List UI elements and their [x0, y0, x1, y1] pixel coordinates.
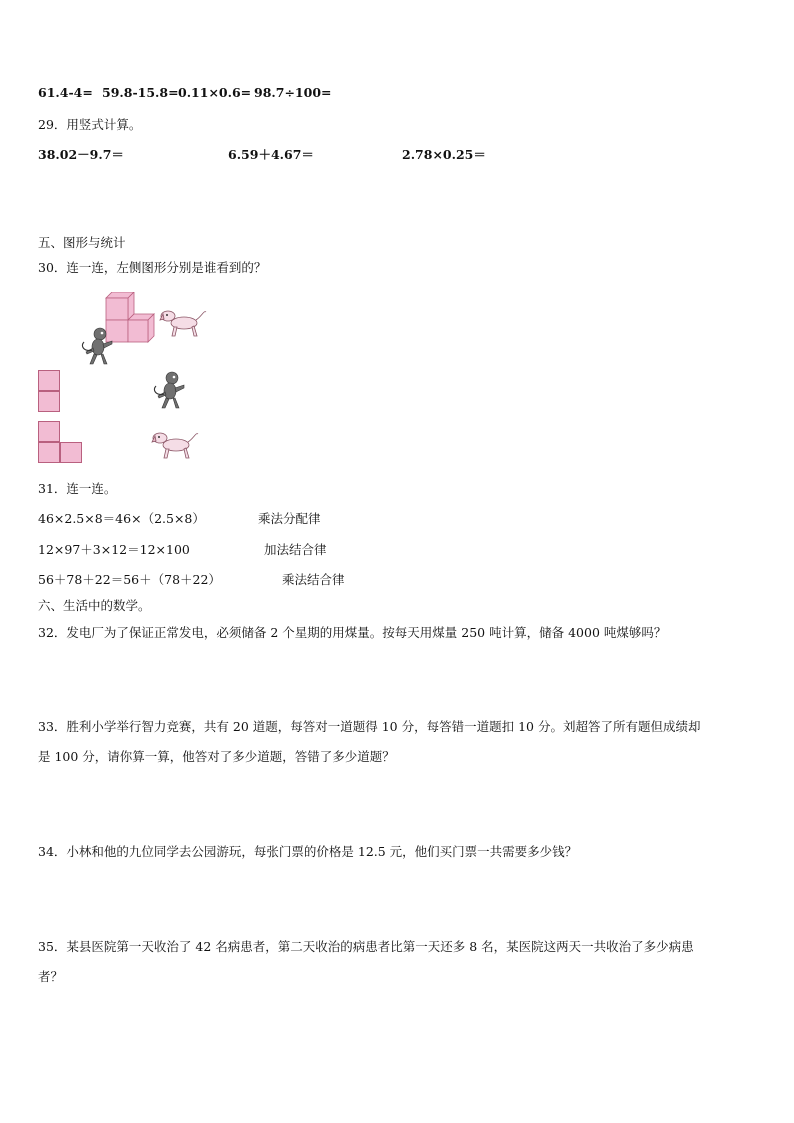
view-l-shape — [38, 421, 82, 463]
q32-text: 32．发电厂为了保证正常发电，必须储备 2 个星期的用煤量。按每天用煤量 250 吨计算，储备 4000 吨煤够吗？ — [38, 625, 667, 640]
q31-law: 乘法分配律 — [258, 511, 321, 526]
q31-law: 乘法结合律 — [282, 572, 345, 587]
q33-line2: 是 100 分，请你算一算，他答对了多少道题，答错了多少道题？ — [38, 749, 395, 764]
q30-title: 30．连一连，左侧图形分别是谁看到的？ — [38, 260, 267, 275]
calc-item: 98.7÷100= — [254, 85, 332, 100]
q31-law: 加法结合律 — [264, 542, 327, 557]
q34-text: 34．小林和他的九位同学去公园游玩，每张门票的价格是 12.5 元，他们买门票一共需要多少钱？ — [38, 844, 578, 859]
q35-line1: 35．某县医院第一天收治了 42 名病患者，第二天收治的病患者比第一天还多 8 名，某医院这两天一共收治了多少病患 — [38, 939, 694, 954]
calc-item: 59.8-15.8= — [102, 85, 179, 100]
view-two-vertical — [38, 370, 60, 412]
q29-title: 29．用竖式计算。 — [38, 117, 142, 132]
q31-equation: 56＋78＋22＝56＋（78＋22） — [38, 572, 221, 587]
calc-item: 61.4-4= — [38, 85, 93, 100]
q29-item: 38.02－9.7＝ — [38, 147, 124, 162]
q29-item: 2.78×0.25＝ — [402, 147, 486, 162]
q31-equation: 12×97＋3×12＝12×100 — [38, 542, 190, 557]
q35-line2: 者？ — [38, 969, 64, 984]
section-5-heading: 五、图形与统计 — [38, 235, 126, 250]
monkey-icon[interactable] — [150, 370, 186, 410]
q29-item: 6.59＋4.67＝ — [228, 147, 314, 162]
q33-line1: 33．胜利小学举行智力竞赛，共有 20 道题，每答对一道题得 10 分，每答错一道题扣 10 分。刘超答了所有题但成绩却 — [38, 719, 701, 734]
monkey-icon — [78, 326, 114, 366]
section-6-heading: 六、生活中的数学。 — [38, 598, 151, 613]
q31-equation: 46×2.5×8＝46×（2.5×8） — [38, 511, 205, 526]
mental-calc-row — [38, 85, 358, 101]
dog-icon[interactable] — [150, 428, 200, 460]
calc-item: 0.11×0.6= — [178, 85, 252, 100]
q29-items — [38, 147, 518, 163]
dog-icon — [158, 306, 208, 338]
q31-title: 31．连一连。 — [38, 481, 117, 496]
